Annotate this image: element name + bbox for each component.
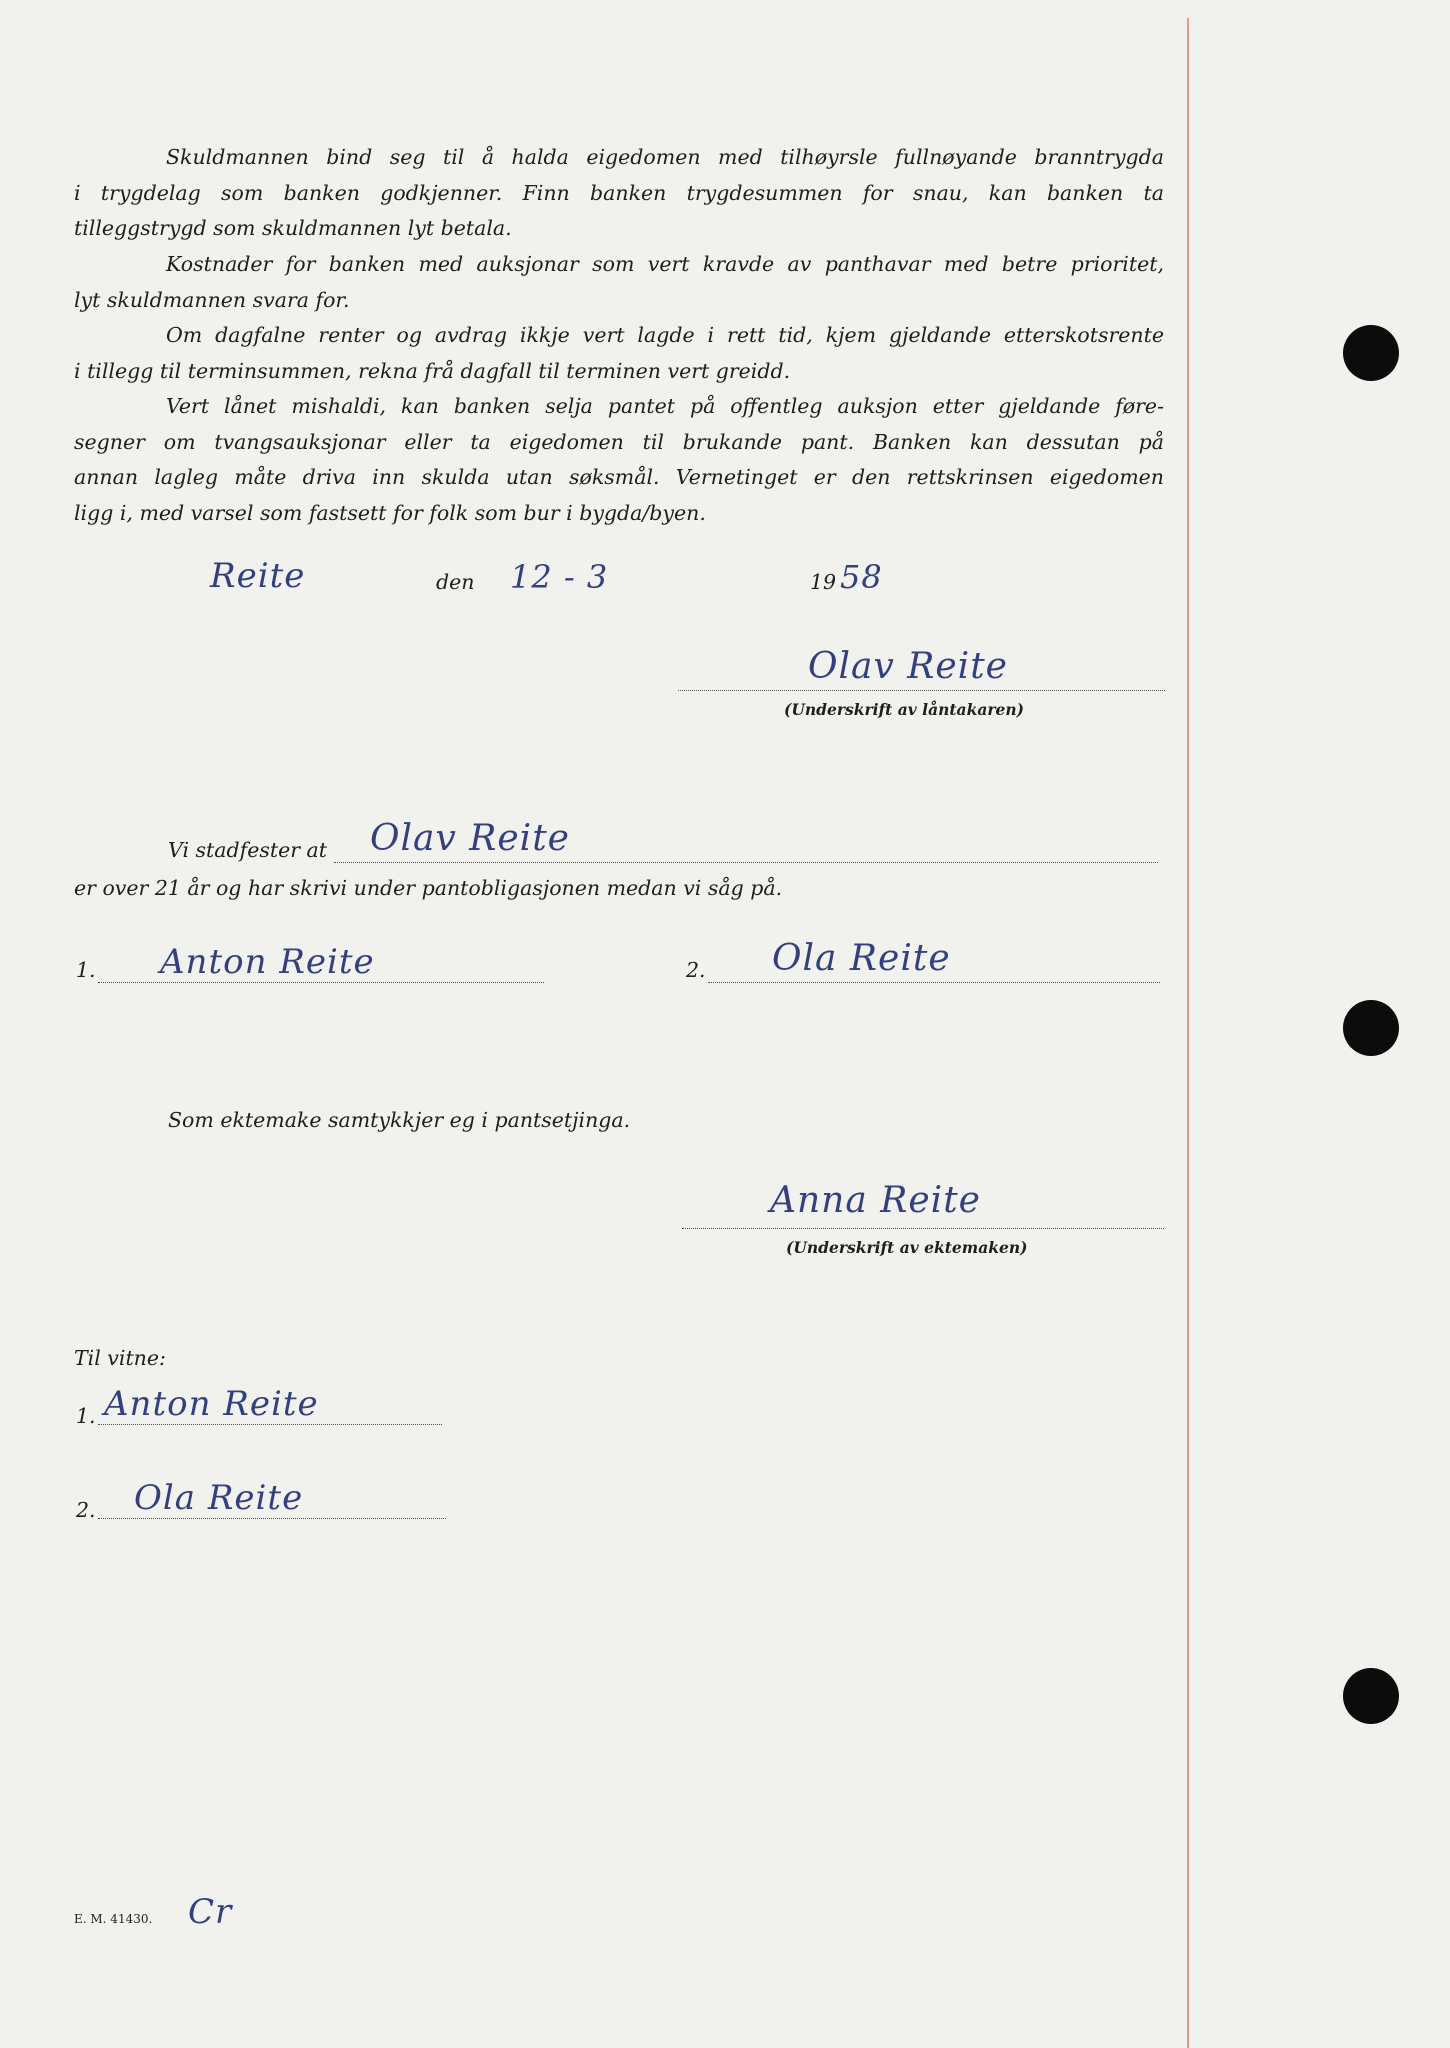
text-line: Vert lånet mishaldi, kan banken selja pantet på offentleg auksjon etter gjeldande føre-: [166, 394, 1164, 418]
witness-signature: Ola Reite: [772, 938, 951, 979]
text-line: i trygdelag som banken godkjenner. Finn banken trygdesummen for snau, kan banken ta: [74, 180, 1164, 205]
borrower-signature: Olav Reite: [808, 646, 1008, 687]
year-handwritten: 58: [840, 558, 883, 596]
punch-hole: [1343, 1000, 1399, 1056]
paragraph-interest: [74, 318, 1164, 389]
name-line: [334, 862, 1158, 863]
text-line: tilleggstrygd som skuldmannen lyt betala.: [74, 216, 512, 240]
paragraph-insurance: [74, 140, 1164, 247]
text-line: ligg i, med varsel som fastsett for folk som bur i bygda/byen.: [74, 500, 706, 525]
form-code: E. M. 41430.: [74, 1912, 153, 1926]
witness-signature: Anton Reite: [104, 1384, 319, 1424]
text-line: lyt skuldmannen svara for.: [74, 287, 350, 312]
punch-hole: [1343, 1668, 1399, 1724]
paragraph-default: [74, 389, 1164, 531]
date-label: den: [436, 570, 475, 594]
witness-number: 2.: [76, 1498, 96, 1522]
handwritten-mark: Cr: [188, 1892, 233, 1932]
spouse-consent: Som ektemake samtykkjer eg i pantsetjinga.: [168, 1108, 631, 1132]
witnesses-label: Til vitne:: [74, 1346, 166, 1370]
date-handwritten: 12 - 3: [510, 558, 609, 596]
witness-line: [98, 1424, 442, 1425]
signature-line: [678, 690, 1165, 691]
text-line: i tillegg til terminsummen, rekna frå dagfall til terminen vert greidd.: [74, 358, 791, 383]
year-prefix: 19: [810, 570, 837, 594]
witness-signature: Anton Reite: [160, 942, 375, 982]
place-handwritten: Reite: [210, 556, 306, 596]
witness-line: [98, 982, 544, 983]
text-line: Kostnader for banken med auksjonar som vert kravde av panthavar med betre prioritet,: [166, 252, 1164, 276]
confirmed-name-handwritten: Olav Reite: [370, 818, 570, 859]
punch-hole: [1343, 325, 1399, 381]
spouse-caption: (Underskrift av ektemaken): [786, 1238, 1028, 1257]
witness-line: [708, 982, 1160, 983]
signature-line: [682, 1228, 1164, 1229]
witness-number: 1.: [76, 958, 96, 982]
text-line: Skuldmannen bind seg til å halda eigedomen med tilhøyrsle fullnøyande branntrygda: [166, 145, 1164, 169]
margin-rule: [1187, 18, 1189, 2048]
witness-number: 1.: [76, 1404, 96, 1428]
witness-signature: Ola Reite: [134, 1478, 304, 1518]
confirmation-statement: er over 21 år og har skrivi under pantobligasjonen medan vi såg på.: [74, 876, 783, 900]
text-line: segner om tvangsauksjonar eller ta eigedomen til brukande pant. Banken kan dessutan på: [74, 429, 1164, 454]
text-line: annan lagleg måte driva inn skulda utan søksmål. Vernetinget er den rettskrinsen eigedomen: [74, 465, 1164, 489]
witness-number: 2.: [686, 958, 706, 982]
borrower-caption: (Underskrift av låntakaren): [784, 700, 1024, 719]
confirmation-lead: Vi stadfester at: [168, 838, 328, 862]
text-line: Om dagfalne renter og avdrag ikkje vert lagde i rett tid, kjem gjeldande etterskotsrente: [166, 323, 1164, 347]
witness-line: [98, 1518, 446, 1519]
spouse-signature: Anna Reite: [770, 1180, 981, 1221]
paragraph-costs: [74, 247, 1164, 318]
